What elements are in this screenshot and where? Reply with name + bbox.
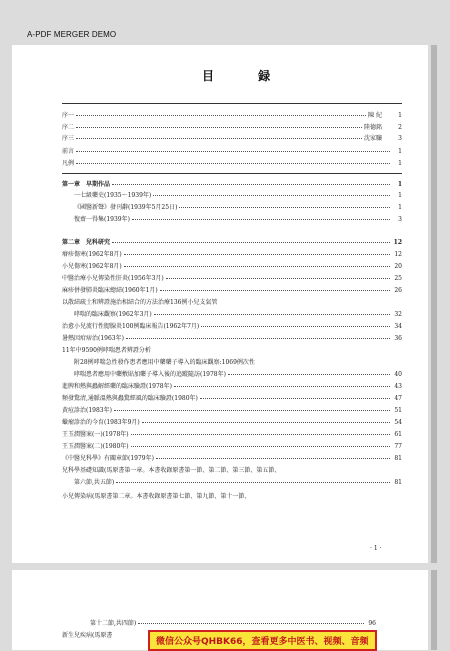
toc-entry-title: 進脾和熱與蟲解經藥的臨床驗證(1978年) [62,383,172,390]
toc-entry-page: 25 [394,275,402,282]
leader-dots [131,434,390,435]
toc-entry [62,455,402,462]
leader-dots [112,242,390,243]
toc-entry [62,419,402,426]
toc-entry-title: 哮喘患者應用中藥敷貼加藥子導入後的追蹤隨訪(1978年) [62,371,226,378]
leader-dots [131,446,390,447]
toc-entry-title: 第一章 早期作品 [62,181,111,188]
leader-dots [124,254,390,255]
toc-entry [62,431,402,438]
toc-entry-page: 77 [394,443,402,450]
leader-dots [114,410,390,411]
toc-entry-title: 序一 [62,112,75,119]
toc-entry-page: 61 [394,431,402,438]
page-title: 目 録 [202,69,291,83]
toc-entry-page: 1 [398,204,402,211]
leader-dots [174,386,390,387]
leader-dots [200,398,390,399]
toc-entry-title: 蠟瘤診治的今育(1983年9月) [62,419,140,426]
page-shadow-2 [431,570,437,650]
chapter-heading [62,181,402,188]
toc-entry-title: 中醫治療小兒傳染性肝炎(1956年3月) [62,275,164,282]
toc-entry-author: 陸德銘 [363,124,382,131]
leader-dots [201,326,390,327]
toc-entry-title: 小兒傷寒(1962年8月) [62,263,122,270]
chapter-heading [62,239,402,246]
toc-entry-title: 哮喘的臨床觀察(1962年3月) [62,311,152,318]
leader-dots [160,290,390,291]
toc-entry-page: 3 [398,216,402,223]
toc-entry-title: 一七級藥史(1935～1939年) [74,192,152,199]
top-rule [62,103,402,104]
toc-entry-page: 43 [394,383,402,390]
toc-entry [74,216,402,223]
toc-entry-title: 兒科學基礎知識(馬原書第一章。本書收錄原書第一節、第二節、第三節、第五節、 [62,467,281,474]
toc-entry-page: 81 [394,455,402,462]
section-rule [62,173,402,174]
toc-entry-page: 47 [394,395,402,402]
toc-entry-page: 32 [394,311,402,318]
toc-entry-title: 小兒傳染病(馬原書第二章。本書收錄原書第七節、第九節、第十一節、 [62,493,251,500]
toc-entry-page: 1 [397,181,402,188]
toc-entry-title: 復齋一得集(1939年) [74,216,130,223]
toc-entry [62,323,402,330]
toc-entry-title: 第二章 兒科研究 [62,239,111,246]
toc-entry-title: 瘄疹傷寒(1962年8月) [62,251,122,258]
toc-entry-author: 沈家驤 [363,135,382,142]
toc-entry-page: 54 [394,419,402,426]
toc-entry-page: 20 [394,263,402,270]
toc-entry-title: 麻疹併發肺炎臨床總結(1960年1月) [62,287,158,294]
toc-entry-title: 治愈小兒流行性腮腺炎100例臨床報告(1962年7月) [62,323,200,330]
toc-entry [62,311,402,318]
toc-entry [62,443,402,450]
toc-entry-title: 第十二節,共四節) [90,620,137,627]
leader-dots [124,266,390,267]
leader-dots [76,115,366,116]
toc-entry [62,148,402,155]
leader-dots [76,163,390,164]
toc-entry-title: 附28例哮喘急性發作患者應用中藥藥子導入的臨床觀察:1069例次性 [62,359,255,366]
toc-entry [62,124,402,131]
leader-dots [138,623,364,624]
toc-entry-page: 12 [393,239,402,246]
toc-entry-title: 11年中9590例哮喘患者辨證分析 [62,347,151,354]
toc-entry-page: 40 [394,371,402,378]
toc-entry [62,275,402,282]
leader-dots [142,422,390,423]
leader-dots [154,314,390,315]
toc-entry-page: 1 [398,192,402,199]
toc-entry-title: 以散結疏土和辨證施治相結合的方法治療136例小兒支氣管 [62,299,218,306]
toc-entry [62,160,402,167]
leader-dots [126,338,390,339]
toc-entry-title: 《國醫新聲》發刊辭(1939年5月25日) [74,204,178,211]
leader-dots [112,184,390,185]
toc-entry-title: 前言 [62,148,75,155]
leader-dots [116,482,390,483]
promo-banner: 微信公众号QHBK66，查看更多中医书、视频、音频 [148,630,377,651]
leader-dots [76,138,362,139]
toc-entry [62,371,402,378]
toc-entry [62,263,402,270]
leader-dots [156,458,390,459]
toc-entry-page: 81 [394,479,402,486]
toc-entry-author: 陳 紀 [368,112,382,119]
toc-entry-title: 王玉潤醫案(二)(1980年) [62,443,129,450]
toc-entry-title: 《中醫兒科學》有關章節(1979年) [62,455,154,462]
toc-entry-page: 1 [398,112,402,119]
toc-entry [62,112,402,119]
toc-entry-title: 第六節,共五節) [62,479,115,486]
toc-entry-page: 2 [398,124,402,131]
toc-entry-page: 1 [398,160,402,167]
toc-entry-title: 王玉潤醫案(一)(1978年) [62,431,129,438]
toc-entry [62,135,402,142]
toc-entry-title: 頻發驚清,通脈溫熱與蟲驚經風的臨床驗證(1980年) [62,395,198,402]
leader-dots [228,374,390,375]
toc-entry [74,192,402,199]
leader-dots [166,278,390,279]
toc-entry-page: 51 [394,407,402,414]
toc-entry-page: 96 [368,620,376,627]
toc-entry-page: 1 [398,148,402,155]
toc-entry [62,395,402,402]
toc-entry [62,251,402,258]
toc-entry-title: 新生兒疾病(馬原書 [62,632,113,639]
toc-entry-title: 黄痘診治(1983年) [62,407,112,414]
toc-entry [74,204,402,211]
leader-dots [153,195,390,196]
toc-entry [62,407,402,414]
toc-entry-title: 序二 [62,124,75,131]
page-number: · 1 · [370,545,382,552]
toc-entry [62,383,402,390]
toc-entry-page: 34 [394,323,402,330]
document-page [12,45,428,563]
leader-dots [76,151,390,152]
leader-dots [132,219,390,220]
toc-entry-title: 凡例 [62,160,75,167]
toc-entry [90,620,376,627]
toc-entry [62,335,402,342]
toc-entry [62,479,402,486]
toc-entry-page: 3 [398,135,402,142]
page-shadow [431,45,437,563]
watermark-label: A-PDF MERGER DEMO [27,30,117,39]
toc-entry-title: 序三 [62,135,75,142]
toc-entry [62,287,402,294]
toc-entry-page: 26 [394,287,402,294]
toc-entry-title: 暑熱因疳痞治(1963年) [62,335,124,342]
toc-entry-page: 36 [394,335,402,342]
leader-dots [76,127,362,128]
toc-entry-page: 12 [394,251,402,258]
leader-dots [179,207,390,208]
